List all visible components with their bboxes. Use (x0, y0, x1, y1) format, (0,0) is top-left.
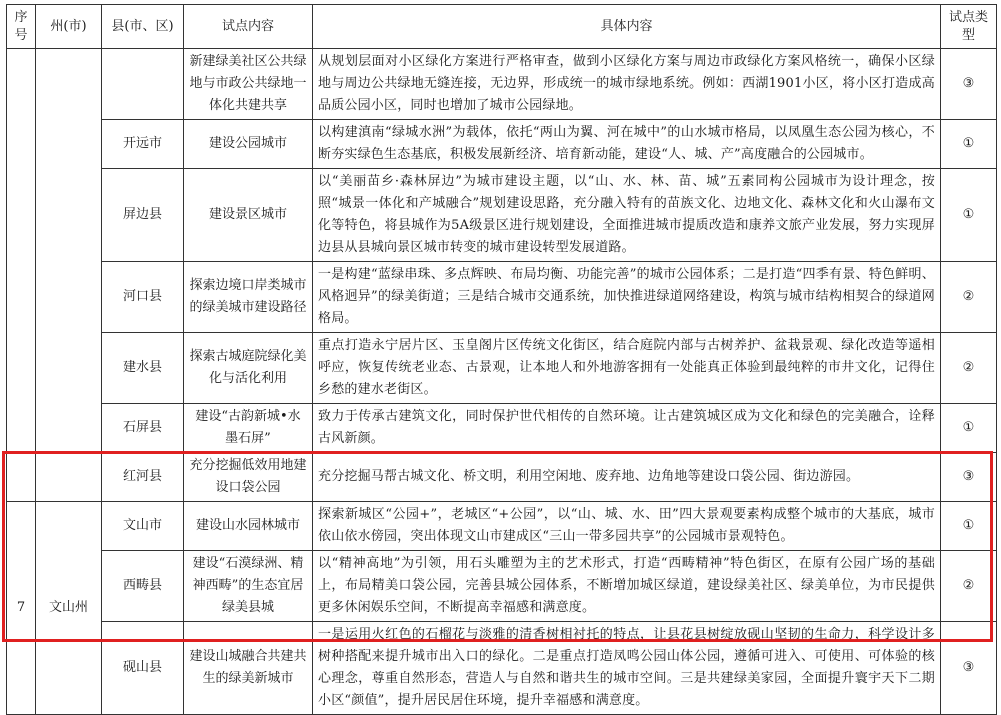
detail-cell: 以构建滇南“绿城水洲”为载体，依托“两山为翼、河在城中”的山水城市格局，以凤凰生态公园为核心，不断夯实绿色生态基底，积极发展新经济、培育新动能，建设“人、城、产”高度融合的公园城市。 (313, 120, 941, 169)
pilot-cell: 建设“古韵新城•水墨石屏” (184, 404, 313, 453)
prefecture-cell: 文山州 (36, 502, 102, 715)
pilot-cell: 建设景区城市 (184, 169, 313, 262)
seq-cell: 7 (7, 502, 36, 715)
detail-cell: 充分挖掘马帮古城文化、桥文明，利用空闲地、废弃地、边角地等建设口袋公园、街边游园。 (313, 453, 941, 502)
type-cell: ① (941, 502, 997, 551)
county-cell: 石屏县 (102, 404, 184, 453)
table-row (7, 502, 997, 551)
detail-cell: 以“精神高地”为引领，用石头雕塑为主的艺术形式，打造“西畴精神”特色街区，在原有公园广场的基础上，布局精美口袋公园，完善县城公园体系，不断增加城区绿道，建设绿美社区、绿美单位，为市民提供更多休闲娱乐空间，不断提高幸福感和满意度。 (313, 551, 941, 622)
table-row (7, 169, 997, 262)
type-cell: ① (941, 120, 997, 169)
type-cell: ② (941, 262, 997, 333)
detail-cell: 从规划层面对小区绿化方案进行严格审查，做到小区绿化方案与周边市政绿化方案风格统一，确保小区绿地与周边公共绿地无缝连接，无边界，形成统一的城市绿地系统。例如：西湖1901小区，将小区打造成高品质公园小区，同时也增加了城市公园绿地。 (313, 49, 941, 120)
county-cell: 红河县 (102, 453, 184, 502)
county-cell: 文山市 (102, 502, 184, 551)
table-row (7, 622, 997, 715)
table-row (7, 120, 997, 169)
table-row (7, 404, 997, 453)
header-type: 试点类型 (941, 5, 997, 49)
county-cell: 建水县 (102, 333, 184, 404)
pilot-cell: 探索古城庭院绿化美化与活化利用 (184, 333, 313, 404)
county-cell: 屏边县 (102, 169, 184, 262)
type-cell: ② (941, 333, 997, 404)
prefecture-cell (36, 49, 102, 502)
header-prefecture: 州(市) (36, 5, 102, 49)
detail-cell: 探索新城区“公园+”，老城区“+公园”，以“山、城、水、田”四大景观要素构成整个城市的大基底，城市依山依水傍园，突出体现文山市建成区“三山一带多园共享”的公园城市景观特色。 (313, 502, 941, 551)
pilot-cell: 新建绿美社区公共绿地与市政公共绿地一体化共建共享 (184, 49, 313, 120)
table-row (7, 551, 997, 622)
detail-cell: 以“美丽苗乡·森林屏边”为城市建设主题，以“山、水、林、苗、城”五素同构公园城市为设计理念，按照“城景一体化和产城融合”规划建设思路，充分融入特有的苗族文化、边地文化、森林文化和火山瀑布文化等特色，将县城作为5A级景区进行规划建设，全面推进城市提质改造和康养文旅产业发展，努力实现屏边县从县城向景区城市转变的城市建设转型发展道路。 (313, 169, 941, 262)
type-cell: ① (941, 404, 997, 453)
detail-cell: 一是运用火红色的石榴花与淡雅的清香树相衬托的特点，让县花县树绽放砚山坚韧的生命力，科学设计多树种搭配来提升城市出入口的绿化。二是重点打造凤鸣公园山体公园，遵循可进入、可使用、可体验的核心理念，尊重自然形态，营造人与自然和谐共生的城市空间。三是共建绿美家园，全面提升寰宇天下二期小区“颜值”，提升居民居住环境，提升幸福感和满意度。 (313, 622, 941, 715)
header-detail: 具体内容 (313, 5, 941, 49)
type-cell: ③ (941, 453, 997, 502)
county-cell: 西畴县 (102, 551, 184, 622)
county-cell (102, 49, 184, 120)
pilot-cell: 建设山城融合共建共生的绿美新城市 (184, 622, 313, 715)
header-county: 县(市、区) (102, 5, 184, 49)
pilot-table (6, 4, 997, 715)
seq-cell (7, 49, 36, 502)
pilot-cell: 探索边境口岸类城市的绿美城市建设路径 (184, 262, 313, 333)
detail-cell: 一是构建“蓝绿串珠、多点辉映、布局均衡、功能完善”的城市公园体系；二是打造“四季有景、特色鲜明、风格迥异”的绿美街道；三是结合城市交通系统，加快推进绿道网络建设，构筑与城市结构相契合的绿道网格局。 (313, 262, 941, 333)
table-row (7, 49, 997, 120)
type-cell: ① (941, 169, 997, 262)
county-cell: 开远市 (102, 120, 184, 169)
pilot-cell: 建设“石漠绿洲、精神西畴”的生态宜居绿美县城 (184, 551, 313, 622)
county-cell: 河口县 (102, 262, 184, 333)
type-cell: ③ (941, 49, 997, 120)
type-cell: ② (941, 551, 997, 622)
table-row (7, 453, 997, 502)
type-cell: ③ (941, 622, 997, 715)
pilot-cell: 建设山水园林城市 (184, 502, 313, 551)
header-row (7, 5, 997, 49)
table-row (7, 333, 997, 404)
pilot-cell: 建设公园城市 (184, 120, 313, 169)
table-row (7, 262, 997, 333)
detail-cell: 致力于传承古建筑文化，同时保护世代相传的自然环境。让古建筑城区成为文化和绿色的完美融合，诠释古风新颜。 (313, 404, 941, 453)
county-cell: 砚山县 (102, 622, 184, 715)
pilot-cell: 充分挖掘低效用地建设口袋公园 (184, 453, 313, 502)
header-pilot: 试点内容 (184, 5, 313, 49)
detail-cell: 重点打造永宁居片区、玉皇阁片区传统文化街区，结合庭院内部与古树养护、盆栽景观、绿化改造等遥相呼应，恢复传统老业态、古景观，让本地人和外地游客拥有一处能真正体验到最纯粹的市井文化，记得住乡愁的建水老街区。 (313, 333, 941, 404)
header-seq: 序号 (7, 5, 36, 49)
